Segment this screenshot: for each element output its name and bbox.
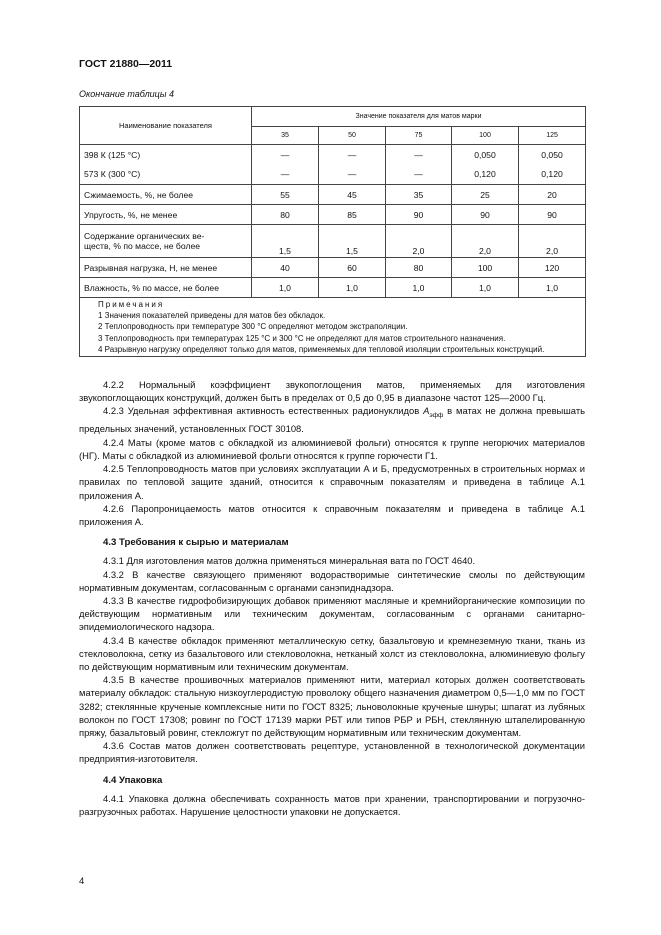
table-row [80,258,586,278]
cell-value: 2,0 [519,225,586,258]
cell-value: 55 [252,185,319,205]
row-name: Сжимаемость, %, не более [80,185,252,205]
column-group-header: Значение показателя для матов марки [252,107,586,127]
row-name: 398 К (125 °С) [80,145,252,165]
paragraph-4-3-6: 4.3.6 Состав матов должен соответствовать рецептуре, установленной в технологической документации предприятия-изготовителя. [79,740,585,765]
row-name-part: Содержание органических ве- [84,231,205,241]
row-name: 573 К (300 °С) [80,165,252,185]
paragraph-4-3-4: 4.3.4 В качестве обкладок применяют металлическую сетку, базальтовую и кремнеземную ткани, ткань из стекловолокна, сетку из базальтового или стекловолокна, нетканый холст из стекловолокна, алюминиевую фольгу по действующим нормативным или техническим документам. [79,634,585,672]
grade-header: 50 [319,127,386,145]
row-name: Влажность, % по массе, не более [80,278,252,298]
row-name: Разрывная нагрузка, Н, не менее [80,258,252,278]
table-row [80,205,586,225]
paragraph-4-4-1: 4.4.1 Упаковка должна обеспечивать сохранность матов при хранении, транспортировании и погрузочно-разгрузочных работах. Нарушение целостности упаковки не допускается. [79,792,585,817]
activity-subscript: эфф [429,412,444,420]
cell-value: 1,5 [319,225,386,258]
cell-value: 100 [452,258,519,278]
table-row [80,185,586,205]
paragraph-text: в матах не должна превышать предельных значений, установленных ГОСТ 30108. [79,405,585,435]
cell-value: — [386,165,452,185]
page-number: 4 [79,876,85,887]
cell-value: 1,0 [319,278,386,298]
paragraph-4-2-4: 4.2.4 Маты (кроме матов с обкладкой из алюминиевой фольги) относятся к группе негорючих материалов (НГ). Маты с обкладкой из алюминиевой фольги относятся к группе горючести Г1. [79,436,585,461]
cell-value: 20 [519,185,586,205]
paragraph-4-2-2: 4.2.2 Нормальный коэффициент звукопоглощения матов, применяемых для изготовления звукопоглощающих конструкций, должен быть в пределах от 0,5 до 0,95 в диапазоне частот 125—2000 Гц. [79,379,585,404]
paragraph-4-3-5: 4.3.5 В качестве прошивочных материалов применяют нити, материал которых должен соответствовать материалу обкладок: стальную низкоуглеродистую проволоку общего назначения диаметром 0,5—1,0 мм по ГОСТ 3282; стеклянные крученые комплексные нити по ГОСТ 8325; льноволокные крученые шнуры; шпагат из лубяных волокон по ГОСТ 17308; ровинг по ГОСТ 17139 марки РБТ или типов РБР и РБН, стеклянную штапелированную пряжу, базальтовый ровинг, стекложгут по действующим нормативным или техническим документам. [79,674,585,738]
table-caption: Окончание таблицы 4 [79,89,174,99]
table-row [80,278,586,298]
cell-value: 80 [252,205,319,225]
grade-header: 35 [252,127,319,145]
cell-value: 1,5 [252,225,319,258]
paragraph-4-2-5: 4.2.5 Теплопроводность матов при условиях эксплуатации А и Б, предусмотренных в строительных нормах и правилах по тепловой защите зданий, относится к справочным показателям и приведена в таблице А.1 приложения А. [79,463,585,501]
table-row [80,165,586,185]
table-header-row [80,107,586,127]
table-4 [79,106,586,357]
cell-value: 90 [452,205,519,225]
document-code: ГОСТ 21880—2011 [79,58,173,70]
cell-value: — [252,165,319,185]
cell-value: — [252,145,319,165]
section-heading-4-4: 4.4 Упаковка [103,774,163,786]
cell-value: 0,120 [519,165,586,185]
notes-title: Примечания [98,300,165,309]
grade-header: 125 [519,127,586,145]
cell-value: — [319,165,386,185]
note-item: 4 Разрывную нагрузку определяют только для матов, применяемых для тепловой изоляции строительных конструкций. [98,344,545,354]
cell-value: 90 [519,205,586,225]
row-name-line: ществ, % по массе, не более [84,241,201,251]
row-name: Упругость, %, не менее [80,205,252,225]
paragraph-4-3-1: 4.3.1 Для изготовления матов должна применяться минеральная вата по ГОСТ 4640. [103,555,476,567]
paragraph-4-2-3 [79,404,585,435]
cell-value: 35 [386,185,452,205]
cell-value: 120 [519,258,586,278]
paragraph-4-3-2: 4.3.2 В качестве связующего применяют водорастворимые синтетические смолы по действующим нормативным документам, согласованным с органами санэпиднадзора. [79,568,585,593]
cell-value: 1,0 [386,278,452,298]
cell-value: 1,0 [519,278,586,298]
grade-header: 75 [386,127,452,145]
section-heading-4-3: 4.3 Требования к сырью и материалам [103,537,289,549]
cell-value: 60 [319,258,386,278]
cell-value: 90 [386,205,452,225]
activity-symbol: A [423,405,430,417]
note-item: 3 Теплопроводность при температурах 125 °С и 300 °С не определяют для матов строительного назначения. [98,333,506,343]
cell-value: 80 [386,258,452,278]
cell-value: 85 [319,205,386,225]
cell-value: 2,0 [452,225,519,258]
cell-value: 40 [252,258,319,278]
row-name [80,225,252,258]
cell-value: 0,050 [519,145,586,165]
cell-value: 25 [452,185,519,205]
paragraph-text: 4.2.3 Удельная эффективная активность естественных радионуклидов [103,405,424,417]
row-name-line [84,231,247,241]
table-notes [80,298,586,357]
cell-value: — [319,145,386,165]
grade-header: 100 [452,127,519,145]
note-item: 2 Теплопроводность при температуре 300 °С определяют методом экстраполяции. [98,322,408,332]
note-item: 1 Значения показателей приведены для матов без обкладок. [98,311,326,321]
table-notes-row [80,298,586,357]
cell-value: 0,120 [452,165,519,185]
cell-value: 0,050 [452,145,519,165]
cell-value: 1,0 [252,278,319,298]
cell-value: 45 [319,185,386,205]
cell-value: 2,0 [386,225,452,258]
table-row [80,225,586,258]
cell-value: 1,0 [452,278,519,298]
paragraph-4-3-3: 4.3.3 В качестве гидрофобизирующих добавок применяют масляные и кремнийорганические композиции по действующим нормативным или техническим документам, согласованным с органами санитарно-эпидемиологического надзора. [79,594,585,633]
paragraph-4-2-6: 4.2.6 Паропроницаемость матов относится к справочным показателям и приведена в таблице А.1 приложения А. [79,502,585,527]
body-text [79,378,585,818]
cell-value: — [386,145,452,165]
column-header-name: Наименование показателя [80,107,252,145]
table-row [80,145,586,165]
